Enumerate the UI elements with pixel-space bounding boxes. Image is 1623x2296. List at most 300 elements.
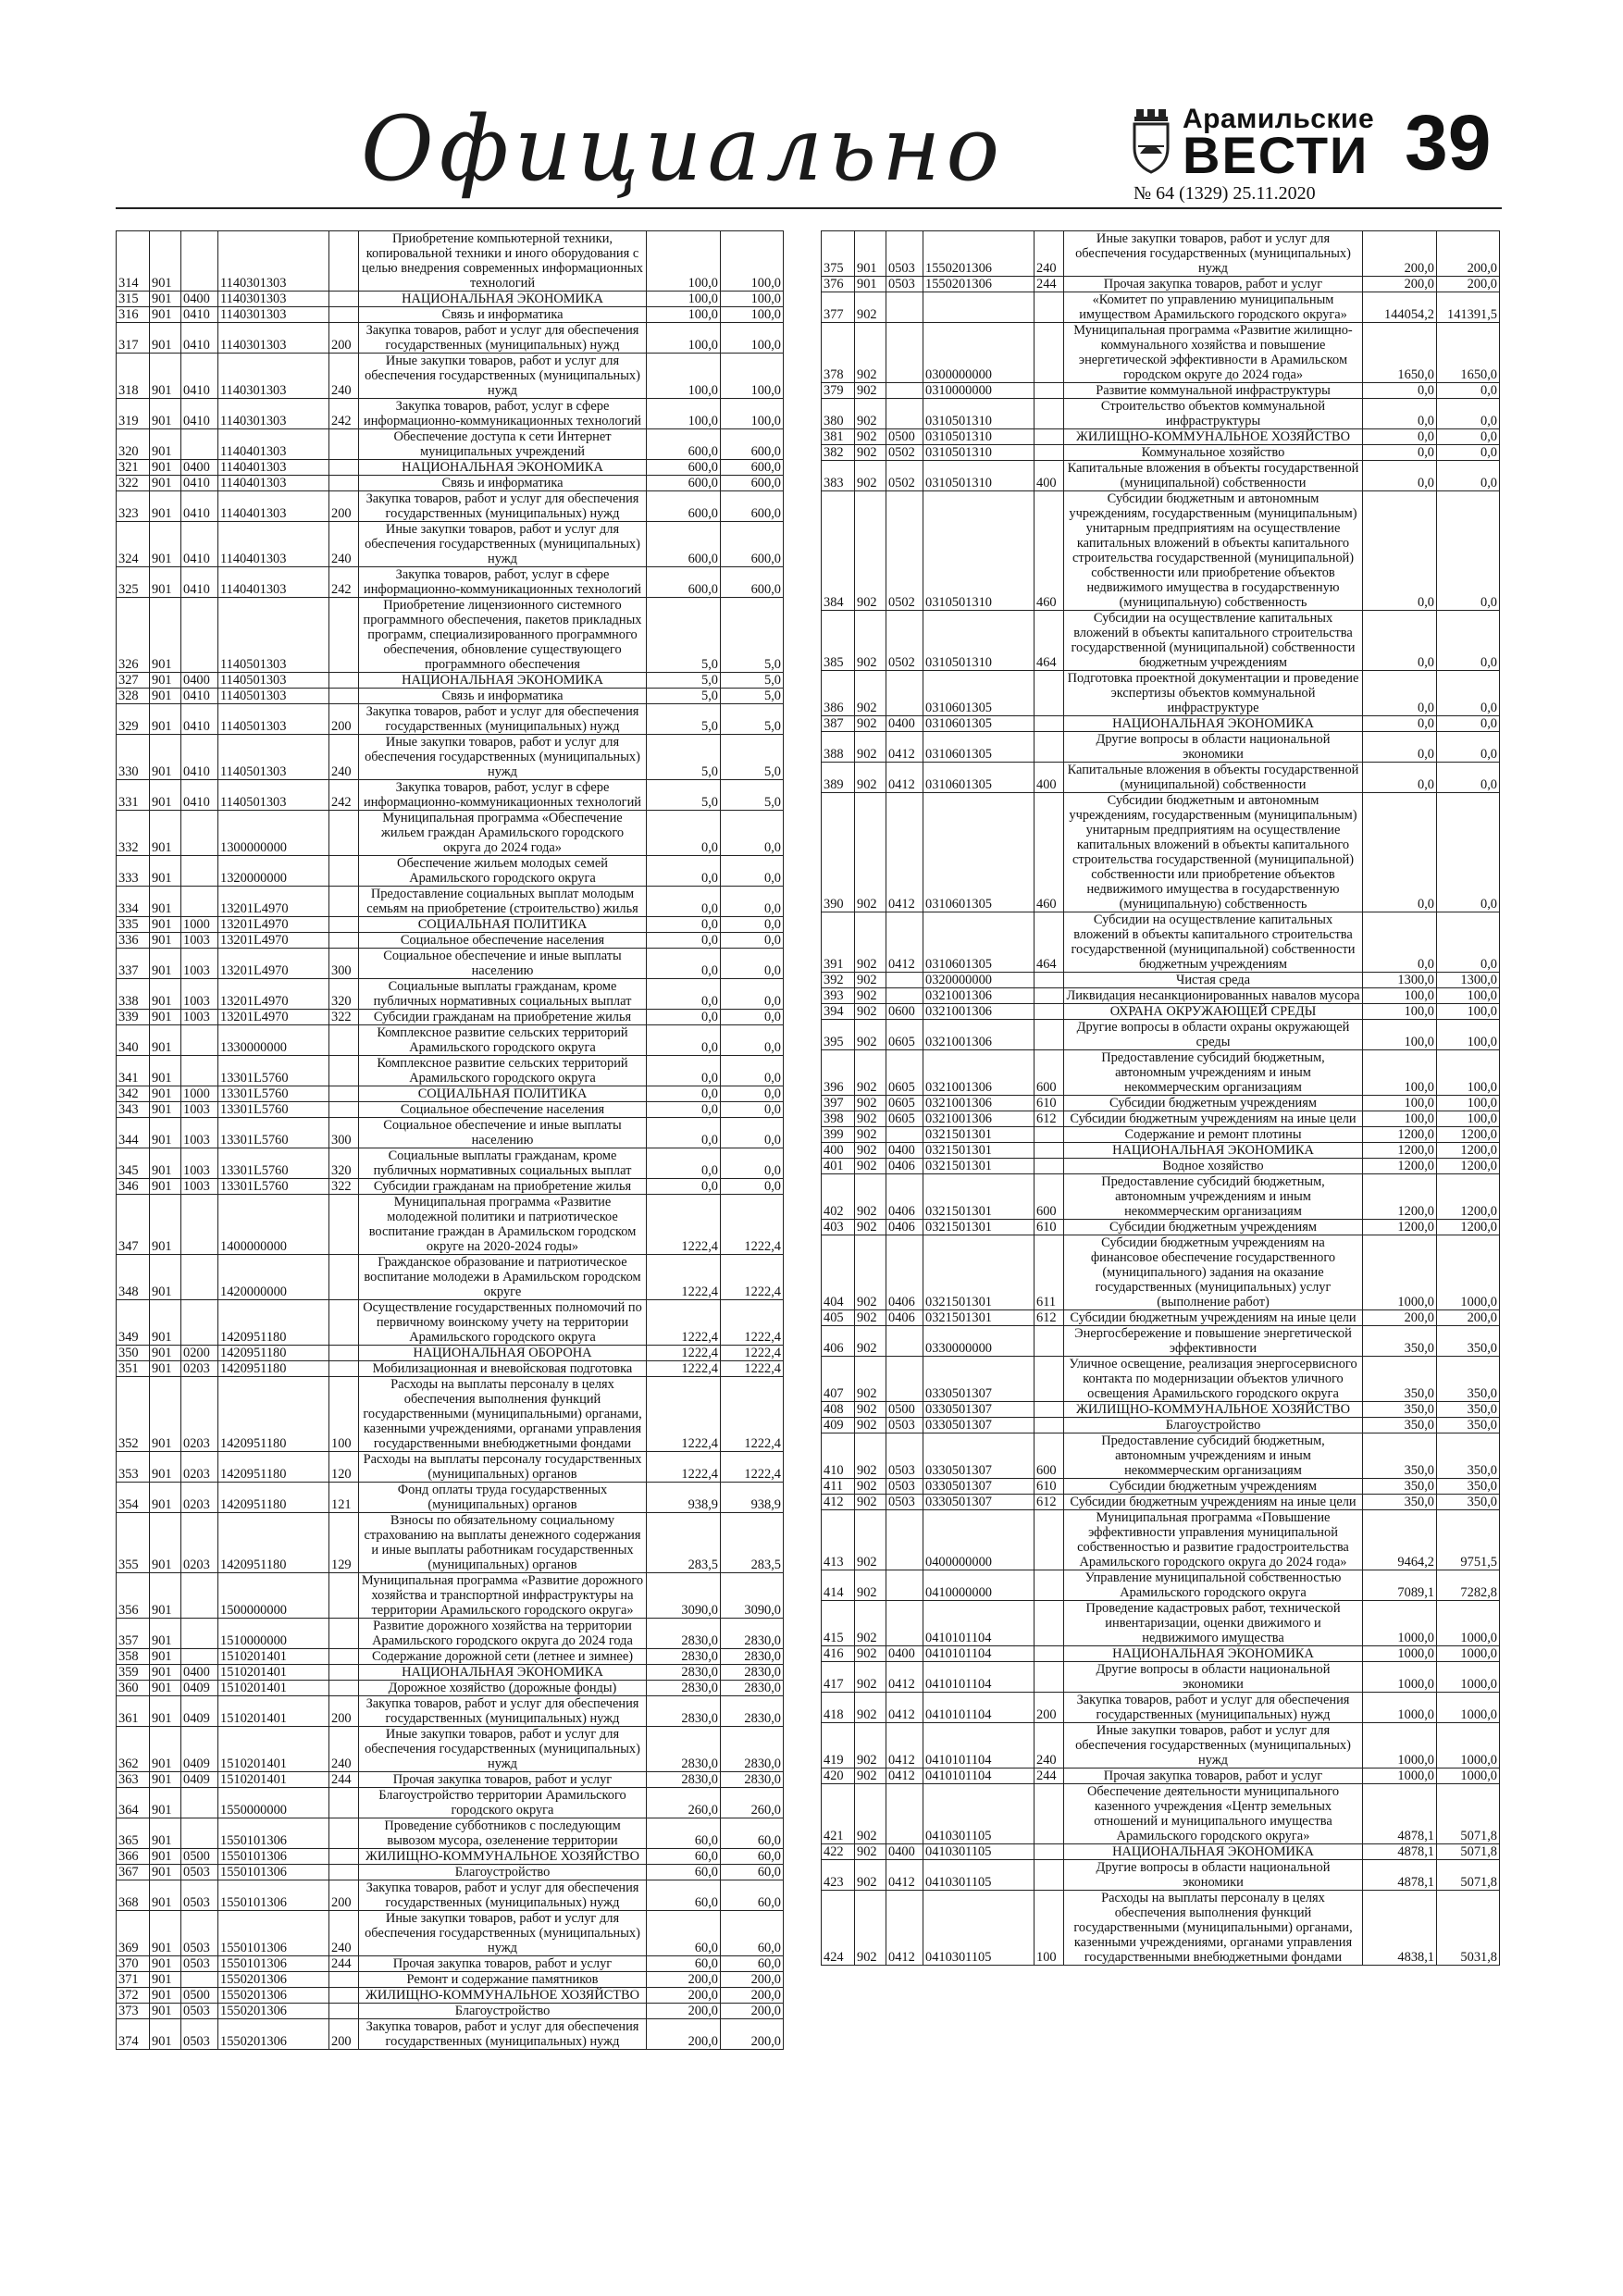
item-name: Уличное освещение, реализация энергосервисного контакта по модернизации объектов уличного освещения Арамильского городского округа <box>1064 1357 1363 1402</box>
target-article: 13201L4970 <box>218 933 329 949</box>
target-article: 0310501310 <box>923 429 1035 445</box>
section-code: 0502 <box>886 461 923 491</box>
item-name: Закупка товаров, работ и услуг для обеспечения государственных (муниципальных) нужд <box>1064 1693 1363 1723</box>
row-number: 366 <box>117 1849 150 1865</box>
table-row <box>822 1844 1500 1860</box>
table-row <box>822 716 1500 732</box>
row-number: 378 <box>822 323 855 383</box>
section-code: 0410 <box>181 323 218 354</box>
expense-type: 200 <box>1035 1693 1064 1723</box>
table-row <box>117 673 784 689</box>
target-article: 0310501310 <box>923 461 1035 491</box>
amount-2022: 0,0 <box>1437 793 1500 912</box>
amount-2022: 350,0 <box>1437 1495 1500 1510</box>
target-article: 1140401303 <box>218 567 329 598</box>
target-article: 1420000000 <box>218 1255 329 1300</box>
grbs-code: 901 <box>150 292 181 307</box>
section-code <box>886 399 923 429</box>
item-name: «Комитет по управлению муниципальным имуществом Арамильского городского округа» <box>1064 292 1363 323</box>
expense-type <box>329 1361 359 1377</box>
expense-type <box>329 429 359 460</box>
row-number: 360 <box>117 1681 150 1696</box>
expense-type: 240 <box>329 522 359 567</box>
amount-2021: 100,0 <box>1363 988 1437 1004</box>
target-article: 1550101306 <box>218 1818 329 1849</box>
section-code: 0203 <box>181 1483 218 1513</box>
target-article: 1300000000 <box>218 811 329 856</box>
amount-2021: 0,0 <box>1363 912 1437 973</box>
amount-2022: 100,0 <box>721 307 784 323</box>
expense-type: 200 <box>329 323 359 354</box>
grbs-code: 902 <box>855 1402 886 1418</box>
table-row <box>822 1769 1500 1784</box>
item-name: Субсидии гражданам на приобретение жилья <box>359 1179 647 1195</box>
section-code <box>886 1127 923 1143</box>
row-number: 336 <box>117 933 150 949</box>
target-article: 0310601305 <box>923 793 1035 912</box>
expense-type <box>329 1086 359 1102</box>
item-name: Предоставление субсидий бюджетным, автономным учреждениям и иным некоммерческим организациям <box>1064 1174 1363 1220</box>
grbs-code: 902 <box>855 1784 886 1844</box>
row-number: 421 <box>822 1784 855 1844</box>
row-number: 348 <box>117 1255 150 1300</box>
item-name: Подготовка проектной документации и проведение экспертизы объектов коммунальной инфраструктуре <box>1064 671 1363 716</box>
row-number: 369 <box>117 1911 150 1956</box>
table-row <box>822 1860 1500 1891</box>
amount-2021: 200,0 <box>1363 1310 1437 1326</box>
table-row <box>117 1772 784 1788</box>
item-name: Дорожное хозяйство (дорожные фонды) <box>359 1681 647 1696</box>
target-article: 1140501303 <box>218 735 329 780</box>
section-code: 0400 <box>886 1646 923 1662</box>
grbs-code: 901 <box>150 476 181 491</box>
row-number: 328 <box>117 689 150 704</box>
amount-2021: 1222,4 <box>647 1452 721 1483</box>
grbs-code: 902 <box>855 763 886 793</box>
section-code: 0406 <box>886 1159 923 1174</box>
table-row <box>117 354 784 399</box>
expense-type: 600 <box>1035 1174 1064 1220</box>
section-code: 0412 <box>886 1693 923 1723</box>
item-name: Прочая закупка товаров, работ и услуг <box>1064 277 1363 292</box>
grbs-code: 901 <box>150 1513 181 1573</box>
section-code: 0412 <box>886 1891 923 1966</box>
expense-type <box>1035 716 1064 732</box>
target-article: 1550201306 <box>218 1988 329 2004</box>
item-name: Связь и информатика <box>359 307 647 323</box>
amount-2021: 100,0 <box>1363 1050 1437 1096</box>
amount-2022: 5,0 <box>721 780 784 811</box>
row-number: 393 <box>822 988 855 1004</box>
section-code: 0500 <box>181 1849 218 1865</box>
row-number: 422 <box>822 1844 855 1860</box>
row-number: 417 <box>822 1662 855 1693</box>
amount-2021: 1222,4 <box>647 1255 721 1300</box>
section-code: 0406 <box>886 1174 923 1220</box>
amount-2022: 5071,8 <box>1437 1844 1500 1860</box>
amount-2021: 1000,0 <box>1363 1662 1437 1693</box>
grbs-code: 902 <box>855 1096 886 1111</box>
target-article: 13201L4970 <box>218 949 329 979</box>
section-code: 0503 <box>886 277 923 292</box>
table-row <box>822 1646 1500 1662</box>
section-code <box>181 231 218 292</box>
amount-2022: 350,0 <box>1437 1479 1500 1495</box>
table-row <box>822 1601 1500 1646</box>
target-article: 0320000000 <box>923 973 1035 988</box>
section-code: 0203 <box>181 1377 218 1452</box>
section-code: 1000 <box>181 1086 218 1102</box>
table-row <box>822 1127 1500 1143</box>
section-code: 0502 <box>886 611 923 671</box>
target-article: 1510201401 <box>218 1665 329 1681</box>
amount-2021: 0,0 <box>647 1179 721 1195</box>
table-row <box>822 1723 1500 1769</box>
item-name: Муниципальная программа «Обеспечение жильем граждан Арамильского городского округа до 2024 года» <box>359 811 647 856</box>
target-article: 1400000000 <box>218 1195 329 1255</box>
amount-2021: 1200,0 <box>1363 1127 1437 1143</box>
amount-2021: 350,0 <box>1363 1326 1437 1357</box>
section-code <box>181 887 218 917</box>
section-code: 0200 <box>181 1346 218 1361</box>
grbs-code: 901 <box>150 1102 181 1118</box>
target-article: 1140401303 <box>218 460 329 476</box>
row-number: 418 <box>822 1693 855 1723</box>
row-number: 387 <box>822 716 855 732</box>
grbs-code: 901 <box>150 1788 181 1818</box>
table-row <box>822 292 1500 323</box>
amount-2021: 100,0 <box>647 307 721 323</box>
row-number: 338 <box>117 979 150 1010</box>
row-number: 368 <box>117 1880 150 1911</box>
grbs-code: 901 <box>150 1665 181 1681</box>
amount-2021: 60,0 <box>647 1911 721 1956</box>
item-name: Иные закупки товаров, работ и услуг для обеспечения государственных (муниципальных) нужд <box>359 735 647 780</box>
expense-type <box>1035 1601 1064 1646</box>
item-name: Развитие коммунальной инфраструктуры <box>1064 383 1363 399</box>
amount-2022: 350,0 <box>1437 1402 1500 1418</box>
amount-2022: 0,0 <box>1437 912 1500 973</box>
expense-type: 240 <box>1035 231 1064 277</box>
row-number: 379 <box>822 383 855 399</box>
amount-2022: 5031,8 <box>1437 1891 1500 1966</box>
expense-type: 242 <box>329 780 359 811</box>
row-number: 316 <box>117 307 150 323</box>
item-name: Иные закупки товаров, работ и услуг для обеспечения государственных (муниципальных) нужд <box>359 1911 647 1956</box>
amount-2021: 2830,0 <box>647 1619 721 1649</box>
target-article: 13301L5760 <box>218 1118 329 1148</box>
grbs-code: 901 <box>150 1772 181 1788</box>
section-code: 0406 <box>886 1235 923 1310</box>
table-row <box>117 1649 784 1665</box>
target-article: 0310601305 <box>923 732 1035 763</box>
section-code: 0400 <box>181 1665 218 1681</box>
grbs-code: 901 <box>150 307 181 323</box>
section-code: 1000 <box>181 917 218 933</box>
amount-2022: 0,0 <box>721 887 784 917</box>
section-title: Официально <box>361 97 1006 201</box>
grbs-code: 902 <box>855 1004 886 1020</box>
expense-type: 100 <box>1035 1891 1064 1966</box>
target-article: 0310000000 <box>923 383 1035 399</box>
grbs-code: 901 <box>150 811 181 856</box>
amount-2022: 1000,0 <box>1437 1693 1500 1723</box>
row-number: 335 <box>117 917 150 933</box>
item-name: НАЦИОНАЛЬНАЯ ЭКОНОМИКА <box>359 292 647 307</box>
grbs-code: 902 <box>855 383 886 399</box>
amount-2022: 1650,0 <box>1437 323 1500 383</box>
target-article: 13301L5760 <box>218 1102 329 1118</box>
grbs-code: 901 <box>150 323 181 354</box>
amount-2021: 5,0 <box>647 673 721 689</box>
row-number: 371 <box>117 1972 150 1988</box>
row-number: 344 <box>117 1118 150 1148</box>
section-code: 1003 <box>181 1148 218 1179</box>
expense-type <box>329 1300 359 1346</box>
row-number: 367 <box>117 1865 150 1880</box>
target-article: 0400000000 <box>923 1510 1035 1570</box>
table-row <box>822 1174 1500 1220</box>
item-name: ЖИЛИЩНО-КОММУНАЛЬНОЕ ХОЗЯЙСТВО <box>1064 429 1363 445</box>
grbs-code: 902 <box>855 1844 886 1860</box>
row-number: 396 <box>822 1050 855 1096</box>
expense-type: 240 <box>329 735 359 780</box>
grbs-code: 901 <box>150 1255 181 1300</box>
expense-type: 600 <box>1035 1050 1064 1096</box>
section-code <box>886 988 923 1004</box>
expense-type: 320 <box>329 1148 359 1179</box>
table-row <box>117 2019 784 2050</box>
table-row <box>117 780 784 811</box>
target-article: 1550101306 <box>218 1911 329 1956</box>
grbs-code: 902 <box>855 1050 886 1096</box>
grbs-code: 901 <box>150 460 181 476</box>
item-name: Благоустройство <box>1064 1418 1363 1433</box>
row-number: 375 <box>822 231 855 277</box>
amount-2021: 0,0 <box>647 949 721 979</box>
grbs-code: 902 <box>855 292 886 323</box>
section-code <box>181 429 218 460</box>
grbs-code: 902 <box>855 1860 886 1891</box>
row-number: 339 <box>117 1010 150 1025</box>
grbs-code: 901 <box>150 522 181 567</box>
amount-2021: 0,0 <box>1363 763 1437 793</box>
amount-2021: 0,0 <box>647 1086 721 1102</box>
item-name: НАЦИОНАЛЬНАЯ ЭКОНОМИКА <box>1064 716 1363 732</box>
target-article: 13301L5760 <box>218 1179 329 1195</box>
amount-2022: 2830,0 <box>721 1727 784 1772</box>
table-row <box>822 429 1500 445</box>
table-row <box>822 793 1500 912</box>
table-row <box>822 1693 1500 1723</box>
item-name: Расходы на выплаты персоналу в целях обеспечения выполнения функций государственными (муниципальными) органами, казенными учреждениями, органами управления государственными внебюджетными фондами <box>359 1377 647 1452</box>
expense-type <box>329 2004 359 2019</box>
target-article: 1420951180 <box>218 1513 329 1573</box>
amount-2022: 350,0 <box>1437 1418 1500 1433</box>
table-row <box>822 1495 1500 1510</box>
amount-2022: 100,0 <box>1437 1096 1500 1111</box>
row-number: 342 <box>117 1086 150 1102</box>
item-name: Фонд оплаты труда государственных (муниципальных) органов <box>359 1483 647 1513</box>
amount-2022: 5,0 <box>721 598 784 673</box>
table-row <box>822 611 1500 671</box>
table-row <box>822 1143 1500 1159</box>
amount-2021: 600,0 <box>647 429 721 460</box>
row-number: 382 <box>822 445 855 461</box>
target-article: 1330000000 <box>218 1025 329 1056</box>
item-name: Капитальные вложения в объекты государственной (муниципальной) собственности <box>1064 763 1363 793</box>
amount-2021: 0,0 <box>1363 732 1437 763</box>
amount-2021: 0,0 <box>647 856 721 887</box>
table-row <box>117 1818 784 1849</box>
amount-2022: 200,0 <box>721 1988 784 2004</box>
table-row <box>117 491 784 522</box>
section-code: 0605 <box>886 1020 923 1050</box>
section-code: 1003 <box>181 1179 218 1195</box>
item-name: Ликвидация несанкционированных навалов мусора <box>1064 988 1363 1004</box>
target-article: 13301L5760 <box>218 1056 329 1086</box>
section-code: 0400 <box>181 673 218 689</box>
section-code <box>181 1255 218 1300</box>
table-row <box>117 1665 784 1681</box>
expense-type <box>329 1788 359 1818</box>
table-row <box>117 1911 784 1956</box>
grbs-code: 901 <box>150 1179 181 1195</box>
item-name: Проведение кадастровых работ, технической инвентаризации, оценки движимого и недвижимого имущества <box>1064 1601 1363 1646</box>
item-name: Закупка товаров, работ и услуг для обеспечения государственных (муниципальных) нужд <box>359 491 647 522</box>
expense-type <box>1035 1860 1064 1891</box>
row-number: 409 <box>822 1418 855 1433</box>
amount-2021: 5,0 <box>647 780 721 811</box>
section-code: 0412 <box>886 1723 923 1769</box>
item-name: Субсидии бюджетным учреждениям на иные цели <box>1064 1495 1363 1510</box>
row-number: 397 <box>822 1096 855 1111</box>
grbs-code: 902 <box>855 611 886 671</box>
item-name: Комплексное развитие сельских территорий Арамильского городского округа <box>359 1056 647 1086</box>
row-number: 364 <box>117 1788 150 1818</box>
target-article: 1510201401 <box>218 1649 329 1665</box>
section-code <box>886 1784 923 1844</box>
amount-2022: 1200,0 <box>1437 1159 1500 1174</box>
grbs-code: 901 <box>150 1377 181 1452</box>
amount-2022: 0,0 <box>1437 671 1500 716</box>
target-article: 1550101306 <box>218 1880 329 1911</box>
target-article: 13201L4970 <box>218 979 329 1010</box>
expense-type: 240 <box>1035 1723 1064 1769</box>
item-name: Закупка товаров, работ, услуг в сфере информационно-коммуникационных технологий <box>359 567 647 598</box>
section-code: 0503 <box>886 1433 923 1479</box>
section-code: 0406 <box>886 1220 923 1235</box>
amount-2022: 100,0 <box>721 231 784 292</box>
table-row <box>117 1361 784 1377</box>
target-article: 0410101104 <box>923 1601 1035 1646</box>
item-name: СОЦИАЛЬНАЯ ПОЛИТИКА <box>359 1086 647 1102</box>
row-number: 315 <box>117 292 150 307</box>
row-number: 355 <box>117 1513 150 1573</box>
table-row <box>822 231 1500 277</box>
item-name: Благоустройство <box>359 1865 647 1880</box>
row-number: 400 <box>822 1143 855 1159</box>
expense-type: 610 <box>1035 1220 1064 1235</box>
amount-2022: 0,0 <box>721 1148 784 1179</box>
section-code: 0203 <box>181 1452 218 1483</box>
row-number: 395 <box>822 1020 855 1050</box>
target-article: 1550201306 <box>923 277 1035 292</box>
section-code: 0406 <box>886 1310 923 1326</box>
item-name: Энергосбережение и повышение энергетической эффективности <box>1064 1326 1363 1357</box>
amount-2021: 100,0 <box>647 231 721 292</box>
target-article: 0321501301 <box>923 1159 1035 1174</box>
amount-2021: 9464,2 <box>1363 1510 1437 1570</box>
row-number: 356 <box>117 1573 150 1619</box>
expense-type <box>1035 1646 1064 1662</box>
amount-2022: 1000,0 <box>1437 1723 1500 1769</box>
target-article: 0310501310 <box>923 611 1035 671</box>
amount-2021: 0,0 <box>647 1056 721 1086</box>
amount-2021: 283,5 <box>647 1513 721 1573</box>
amount-2021: 1000,0 <box>1363 1723 1437 1769</box>
row-number: 349 <box>117 1300 150 1346</box>
target-article: 1510201401 <box>218 1772 329 1788</box>
expense-type: 240 <box>329 1727 359 1772</box>
row-number: 380 <box>822 399 855 429</box>
row-number: 314 <box>117 231 150 292</box>
target-article: 0310601305 <box>923 716 1035 732</box>
target-article: 1140501303 <box>218 780 329 811</box>
row-number: 324 <box>117 522 150 567</box>
section-code: 0412 <box>886 1662 923 1693</box>
budget-table-right-body <box>822 231 1500 1966</box>
grbs-code: 901 <box>150 1010 181 1025</box>
target-article: 0310501310 <box>923 491 1035 611</box>
grbs-code: 902 <box>855 1479 886 1495</box>
section-code <box>181 1195 218 1255</box>
amount-2022: 9751,5 <box>1437 1510 1500 1570</box>
target-article: 1420951180 <box>218 1483 329 1513</box>
amount-2022: 0,0 <box>721 811 784 856</box>
amount-2022: 100,0 <box>1437 1111 1500 1127</box>
grbs-code: 902 <box>855 1111 886 1127</box>
target-article: 0410101104 <box>923 1646 1035 1662</box>
table-row <box>117 811 784 856</box>
amount-2022: 600,0 <box>721 460 784 476</box>
item-name: Обеспечение доступа к сети Интернет муниципальных учреждений <box>359 429 647 460</box>
row-number: 402 <box>822 1174 855 1220</box>
grbs-code: 902 <box>855 1357 886 1402</box>
row-number: 394 <box>822 1004 855 1020</box>
row-number: 370 <box>117 1956 150 1972</box>
expense-type <box>1035 1844 1064 1860</box>
expense-type: 200 <box>329 1696 359 1727</box>
grbs-code: 901 <box>150 598 181 673</box>
section-code: 0503 <box>886 1495 923 1510</box>
section-code <box>886 323 923 383</box>
table-row <box>117 735 784 780</box>
amount-2021: 60,0 <box>647 1865 721 1880</box>
expense-type <box>329 933 359 949</box>
row-number: 372 <box>117 1988 150 2004</box>
expense-type <box>329 689 359 704</box>
amount-2022: 1000,0 <box>1437 1235 1500 1310</box>
row-number: 319 <box>117 399 150 429</box>
row-number: 346 <box>117 1179 150 1195</box>
grbs-code: 901 <box>150 1573 181 1619</box>
item-name: Субсидии бюджетным учреждениям на иные цели <box>1064 1111 1363 1127</box>
row-number: 383 <box>822 461 855 491</box>
row-number: 404 <box>822 1235 855 1310</box>
target-article: 0321501301 <box>923 1127 1035 1143</box>
coat-of-arms-icon <box>1131 109 1171 174</box>
